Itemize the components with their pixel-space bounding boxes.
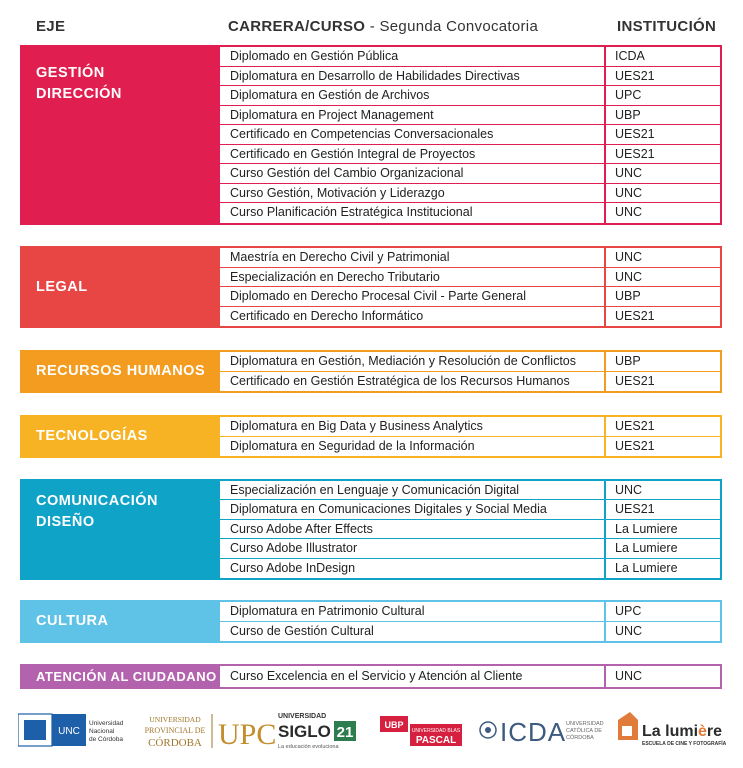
course-name: Diplomatura en Desarrollo de Habilidades Directivas bbox=[220, 67, 606, 86]
course-name: Curso Adobe InDesign bbox=[220, 559, 606, 578]
institution-name: UES21 bbox=[615, 502, 655, 517]
table-row bbox=[220, 145, 720, 165]
institution-name: UNC bbox=[615, 623, 643, 638]
svg-text:Universidad: Universidad bbox=[89, 720, 124, 727]
course-rows bbox=[220, 248, 720, 326]
institution-name: UPC bbox=[615, 604, 642, 618]
table-row bbox=[220, 437, 720, 457]
course-name: Diplomatura en Seguridad de la Información bbox=[220, 437, 606, 457]
upc-logo bbox=[140, 706, 282, 754]
course-name: Diplomatura en Comunicaciones Digitales y Social Media bbox=[220, 500, 606, 518]
course-name: Certificado en Competencias Conversacionales bbox=[220, 125, 606, 144]
institution-name: UNC bbox=[615, 669, 643, 683]
course-rows bbox=[220, 47, 720, 223]
course-rows bbox=[220, 602, 720, 641]
eje-label-line: TECNOLOGÍAS bbox=[36, 428, 148, 444]
eje-block-tecnologias bbox=[20, 415, 722, 458]
course-name: Diplomado en Gestión Pública bbox=[220, 47, 606, 66]
institution-name: UES21 bbox=[615, 68, 655, 83]
table-row bbox=[220, 372, 720, 392]
svg-text:21: 21 bbox=[336, 724, 354, 741]
eje-label bbox=[22, 481, 220, 578]
eje-label-line: DISEÑO bbox=[36, 514, 95, 530]
eje-label-line: GESTIÓN bbox=[36, 65, 105, 81]
eje-block-gestion bbox=[20, 45, 722, 225]
institution-name: UES21 bbox=[615, 438, 655, 453]
svg-text:UPC: UPC bbox=[218, 718, 277, 751]
svg-text:Nacional: Nacional bbox=[89, 728, 115, 735]
table-row bbox=[220, 559, 720, 578]
eje-block-recursos-humanos bbox=[20, 350, 722, 393]
table-row bbox=[220, 622, 720, 642]
course-rows bbox=[220, 352, 720, 391]
institution-name: La Lumiere bbox=[615, 521, 678, 536]
header-institucion: INSTITUCIÓN bbox=[617, 18, 717, 35]
institution-name: UES21 bbox=[615, 127, 655, 142]
eje-label bbox=[22, 417, 220, 456]
table-row bbox=[220, 307, 720, 327]
course-name: Diplomatura en Gestión, Mediación y Resolución de Conflictos bbox=[220, 352, 606, 371]
course-name: Curso Excelencia en el Servicio y Atención al Cliente bbox=[220, 666, 606, 687]
table-row bbox=[220, 481, 720, 500]
table-row bbox=[220, 666, 720, 687]
eje-label-line: COMUNICACIÓN bbox=[36, 493, 158, 509]
course-name: Diplomatura en Patrimonio Cultural bbox=[220, 602, 606, 621]
table-row bbox=[220, 520, 720, 539]
unc-abbr: UNC bbox=[58, 726, 80, 737]
institution-name: UNC bbox=[615, 483, 643, 497]
course-name: Curso Planificación Estratégica Institucional bbox=[220, 203, 606, 223]
svg-text:PASCAL: PASCAL bbox=[415, 735, 457, 746]
table-row bbox=[220, 500, 720, 519]
table-row bbox=[220, 268, 720, 288]
header-convocatoria: - Segunda Convocatoria bbox=[365, 18, 539, 35]
course-name: Diplomatura en Gestión de Archivos bbox=[220, 86, 606, 105]
svg-text:de Córdoba: de Córdoba bbox=[89, 736, 123, 743]
table-row bbox=[220, 287, 720, 307]
institution-name: UES21 bbox=[615, 308, 655, 323]
institution-name: UBP bbox=[615, 354, 641, 368]
course-rows bbox=[220, 481, 720, 578]
course-name: Curso de Gestión Cultural bbox=[220, 622, 606, 642]
course-name: Curso Adobe Illustrator bbox=[220, 539, 606, 557]
institution-name: UNC bbox=[615, 269, 643, 284]
course-name: Curso Gestión, Motivación y Liderazgo bbox=[220, 184, 606, 203]
table-row bbox=[220, 125, 720, 145]
eje-label bbox=[22, 47, 220, 223]
header-carrera: CARRERA/CURSO - Segunda Convocatoria bbox=[228, 18, 539, 35]
svg-text:SIGLO: SIGLO bbox=[278, 722, 331, 741]
course-name: Certificado en Gestión Integral de Proyectos bbox=[220, 145, 606, 164]
table-row bbox=[220, 417, 720, 437]
institution-name: UPC bbox=[615, 88, 642, 103]
table-row bbox=[220, 67, 720, 87]
course-name: Certificado en Gestión Estratégica de los Recursos Humanos bbox=[220, 372, 606, 392]
table-row bbox=[220, 539, 720, 558]
table-row bbox=[220, 602, 720, 622]
course-name: Certificado en Derecho Informático bbox=[220, 307, 606, 327]
ubp-logo bbox=[378, 706, 468, 754]
institution-name: UBP bbox=[615, 107, 641, 122]
institution-name: La Lumiere bbox=[615, 560, 678, 575]
lalumiere-logo bbox=[616, 706, 726, 754]
course-rows bbox=[220, 666, 720, 687]
institution-name: La Lumiere bbox=[615, 541, 678, 556]
institution-name: ICDA bbox=[615, 49, 645, 63]
institution-name: UNC bbox=[615, 166, 643, 181]
svg-text:La lumière: La lumière bbox=[642, 723, 723, 740]
icda-logo bbox=[478, 706, 608, 754]
eje-label-line: LEGAL bbox=[36, 278, 88, 295]
svg-text:UNIVERSIDAD: UNIVERSIDAD bbox=[566, 721, 604, 727]
course-name: Curso Gestión del Cambio Organizacional bbox=[220, 164, 606, 183]
svg-text:La educación evoluciona: La educación evoluciona bbox=[278, 744, 339, 750]
institution-name: UNC bbox=[615, 205, 643, 220]
table-row bbox=[220, 203, 720, 223]
eje-label-line: CULTURA bbox=[36, 613, 109, 629]
svg-text:UNIVERSIDAD: UNIVERSIDAD bbox=[278, 713, 327, 720]
siglo21-logo bbox=[276, 706, 366, 754]
svg-text:PROVINCIAL DE: PROVINCIAL DE bbox=[144, 726, 206, 735]
svg-text:CÓRDOBA: CÓRDOBA bbox=[148, 737, 202, 749]
svg-text:ESCUELA DE CINE Y FOTOGRAFÍA: ESCUELA DE CINE Y FOTOGRAFÍA bbox=[642, 741, 726, 747]
logos-footer bbox=[18, 706, 730, 754]
eje-block-atencion bbox=[20, 664, 722, 689]
table-row bbox=[220, 86, 720, 106]
svg-text:UNIVERSIDAD: UNIVERSIDAD bbox=[149, 715, 201, 724]
eje-label-line: ATENCIÓN AL CIUDADANO bbox=[36, 669, 217, 684]
course-name: Curso Adobe After Effects bbox=[220, 520, 606, 538]
svg-text:CÓRDOBA: CÓRDOBA bbox=[566, 735, 594, 741]
institution-name: UES21 bbox=[615, 373, 655, 388]
institution-name: UNC bbox=[615, 250, 643, 264]
course-name: Maestría en Derecho Civil y Patrimonial bbox=[220, 248, 606, 267]
eje-block-cultura bbox=[20, 600, 722, 643]
institution-name: UES21 bbox=[615, 419, 655, 433]
institution-name: UES21 bbox=[615, 146, 655, 161]
header-eje: EJE bbox=[36, 18, 66, 35]
institution-name: UNC bbox=[615, 185, 643, 200]
table-row bbox=[220, 47, 720, 67]
table-row bbox=[220, 352, 720, 372]
course-name: Especialización en Derecho Tributario bbox=[220, 268, 606, 287]
table-row bbox=[220, 184, 720, 204]
svg-text:UBP: UBP bbox=[384, 720, 404, 730]
unc-logo bbox=[18, 706, 128, 754]
eje-label-line: RECURSOS HUMANOS bbox=[36, 363, 206, 379]
svg-text:ICDA: ICDA bbox=[500, 717, 567, 747]
eje-block-comunicacion bbox=[20, 479, 722, 580]
institution-name: UBP bbox=[615, 289, 641, 303]
table-row bbox=[220, 164, 720, 184]
eje-label-line: DIRECCIÓN bbox=[36, 86, 122, 102]
eje-label bbox=[22, 248, 220, 326]
eje-label bbox=[22, 352, 220, 391]
svg-text:UNIVERSIDAD BLAS: UNIVERSIDAD BLAS bbox=[411, 728, 461, 734]
course-name: Diplomatura en Big Data y Business Analytics bbox=[220, 417, 606, 436]
course-name: Especialización en Lenguaje y Comunicación Digital bbox=[220, 481, 606, 499]
course-name: Diplomatura en Project Management bbox=[220, 106, 606, 125]
eje-label bbox=[22, 602, 220, 641]
svg-text:CATÓLICA DE: CATÓLICA DE bbox=[566, 728, 602, 734]
eje-label bbox=[22, 666, 220, 687]
table-row bbox=[220, 106, 720, 126]
course-name: Diplomado en Derecho Procesal Civil - Parte General bbox=[220, 287, 606, 306]
table-row bbox=[220, 248, 720, 268]
eje-block-legal bbox=[20, 246, 722, 328]
course-rows bbox=[220, 417, 720, 456]
